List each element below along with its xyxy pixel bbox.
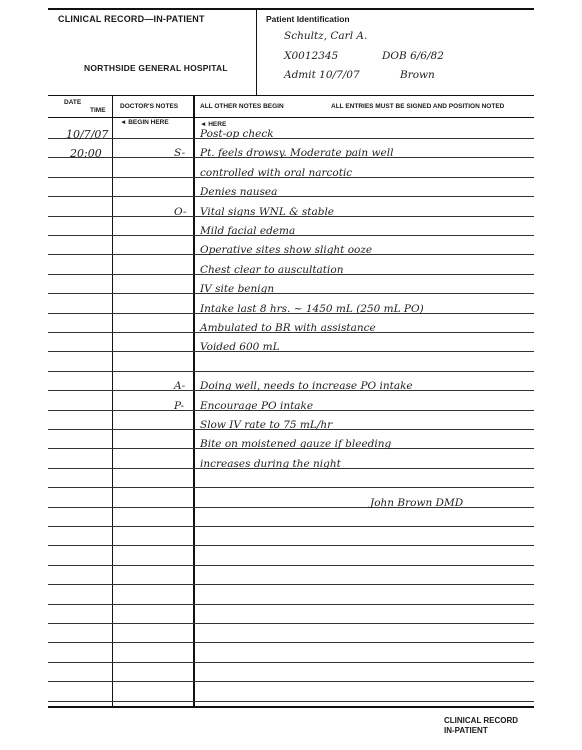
note-line: Operative sites show slight ooze (200, 244, 373, 257)
entry-date: 10/7/07 (66, 128, 109, 141)
col-time: TIME (90, 107, 106, 114)
note-line: Pt. feels drowsy. Moderate pain well (200, 147, 394, 160)
admit-date: Admit 10/7/07 (284, 69, 360, 81)
note-line: Post-op check (200, 128, 274, 140)
note-line: Vital signs WNL & stable (200, 205, 335, 218)
footer-line-2: IN-PATIENT (444, 726, 488, 735)
soap-marker: A- (174, 380, 186, 393)
note-line: Chest clear to auscultation (200, 263, 344, 276)
ruled-line (48, 584, 534, 585)
header-bottom-border (48, 95, 534, 96)
date-col-line (112, 96, 113, 706)
clinical-record-form (48, 8, 534, 740)
patient-id-title: Patient Identification (266, 14, 350, 24)
ruled-line (48, 545, 534, 546)
entry-time: 20:00 (70, 147, 102, 160)
here-label: ◄ HERE (200, 121, 227, 128)
ruled-line (48, 196, 534, 197)
note-line: controlled with oral narcotic (200, 166, 353, 179)
note-line: Ambulated to BR with assistance (200, 322, 376, 334)
note-line: Voided 600 mL (200, 341, 280, 354)
patient-dob: DOB 6/6/82 (382, 50, 444, 62)
colhdr-bottom-border (48, 117, 534, 118)
begin-here-label: ◄ BEGIN HERE (120, 119, 169, 126)
ruled-line (48, 293, 534, 294)
form-title: CLINICAL RECORD—IN-PATIENT (58, 14, 205, 24)
note-line: Mild facial edema (200, 225, 296, 237)
header-divider (256, 10, 257, 96)
footer-line-1: CLINICAL RECORD (444, 716, 519, 725)
note-line: increases during the night (200, 457, 341, 470)
ruled-line (48, 604, 534, 605)
soap-marker: O- (174, 205, 187, 218)
col-entries-signed: ALL ENTRIES MUST BE SIGNED AND POSITION NOTED (331, 103, 505, 110)
col-other-notes: ALL OTHER NOTES BEGIN (200, 103, 284, 110)
note-line: John Brown DMD (370, 496, 464, 509)
ruled-line (48, 526, 534, 527)
ruled-line (48, 662, 534, 663)
top-border (48, 8, 534, 10)
col-doctors-notes: DOCTOR'S NOTES (120, 103, 179, 110)
ruled-line (48, 371, 534, 372)
soap-marker: S- (174, 147, 186, 160)
ruled-line (48, 351, 534, 352)
patient-name: Schultz, Carl A. (284, 30, 368, 42)
soap-marker: P- (174, 399, 185, 412)
col-date: DATE (64, 99, 82, 106)
note-line: Doing well, needs to increase PO intake (200, 380, 413, 393)
note-line: Encourage PO intake (200, 399, 314, 412)
note-line: Intake last 8 hrs. ~ 1450 mL (250 mL PO) (200, 302, 424, 315)
ruled-line (48, 701, 534, 702)
patient-number: X0012345 (284, 50, 339, 62)
note-line: IV site benign (200, 283, 275, 296)
note-line: Denies nausea (200, 186, 278, 199)
ruled-line (48, 623, 534, 624)
attending-doctor: Brown (400, 69, 435, 81)
doctor-col-line (193, 96, 195, 706)
note-line: Bite on moistened gauze if bleeding (200, 438, 392, 451)
ruled-line (48, 565, 534, 566)
footer-label (444, 716, 534, 736)
hospital-name: NORTHSIDE GENERAL HOSPITAL (84, 63, 228, 73)
note-line: Slow IV rate to 75 mL/hr (200, 419, 333, 431)
ruled-line (48, 681, 534, 682)
ruled-line (48, 138, 534, 139)
bottom-border (48, 706, 534, 708)
ruled-line (48, 642, 534, 643)
ruled-line (48, 487, 534, 488)
